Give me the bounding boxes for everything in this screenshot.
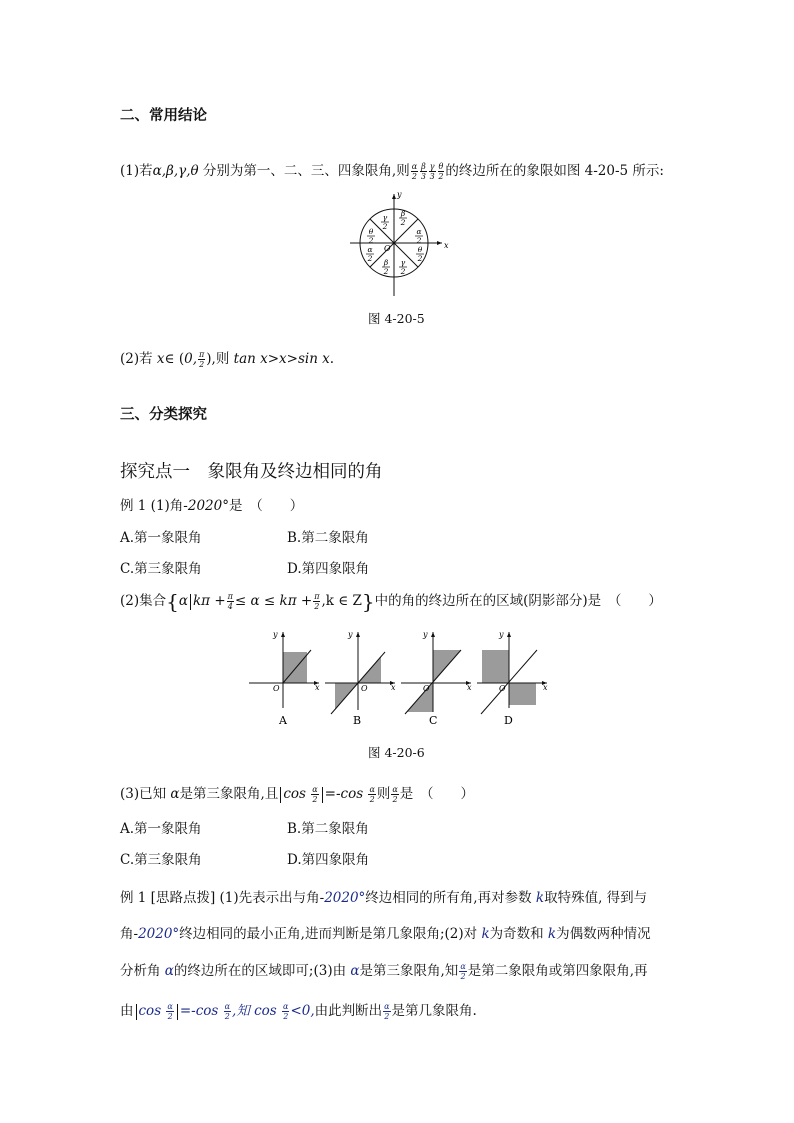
angle: 2020°: [138, 926, 180, 942]
frac-num: α: [167, 1002, 173, 1011]
sector-label: α: [367, 245, 373, 254]
origin-label: O: [384, 244, 391, 253]
var-alpha: α: [164, 963, 174, 979]
frac-den: 3: [429, 172, 435, 181]
sector-label: 2: [417, 254, 423, 263]
set-brace-left: {: [166, 589, 179, 614]
frac-num: θ: [438, 162, 444, 171]
abs-bar-right: [322, 787, 323, 803]
frac-num: α: [411, 162, 418, 171]
option-d-q3[interactable]: D.第四象限角: [287, 852, 370, 868]
explore-point-1-title: 探究点一 象限角及终边相同的角: [120, 462, 383, 482]
panel-label-b: B: [353, 714, 362, 727]
q3-mid: 是第三象限角,且: [179, 786, 279, 802]
text: 由此判断出: [314, 1003, 383, 1019]
text: 分析角: [120, 963, 165, 979]
q1-prefix: 例 1 (1)角-: [120, 498, 188, 514]
x-label: x: [467, 683, 472, 692]
q3-prefix: (3)已知: [120, 786, 171, 802]
frac-num: α: [392, 785, 398, 794]
q1-angle: 2020°: [187, 498, 229, 514]
sector-label: θ: [368, 227, 374, 236]
q3-cos: cos: [283, 786, 306, 802]
frac-alpha-2: [368, 785, 375, 804]
frac-den: 2: [314, 602, 320, 611]
option-a[interactable]: A.第一象限角: [120, 530, 202, 546]
text: 例 1 [思路点拨] (1)先表示出与角-: [120, 890, 325, 906]
frac-alpha-2: [411, 162, 418, 181]
item-1-prefix: (1)若: [120, 163, 153, 179]
frac-pi-4: [227, 592, 234, 611]
frac-num: α: [460, 962, 466, 971]
analysis-line-4: [120, 1002, 477, 1021]
var-k: k: [481, 926, 490, 942]
set-part-d: ,k ∈ Z: [321, 593, 362, 609]
item-2-prefix: (2)若: [120, 351, 157, 367]
q3-eq: =-cos: [324, 786, 364, 802]
item-2-end: .: [329, 351, 335, 367]
text: 为偶数两种情况: [556, 926, 651, 942]
y-label: y: [499, 630, 504, 639]
origin-label: O: [499, 684, 506, 693]
angle: 2020°: [324, 890, 366, 906]
text: 终边相同的最小正角,进而判断是第几象限角;(2)对: [179, 926, 482, 942]
frac-num: α: [312, 785, 318, 794]
frac-alpha-2: [459, 962, 466, 981]
frac-den: 2: [369, 795, 375, 804]
panel-label-a: A: [279, 714, 287, 727]
frac-den: 2: [411, 172, 417, 181]
frac-den: 3: [420, 172, 426, 181]
text: 角-: [120, 926, 139, 942]
section-heading-2: 二、常用结论: [120, 108, 207, 124]
frac-den: 2: [384, 1012, 390, 1021]
q3-then: 则: [376, 786, 391, 802]
frac-num: π: [227, 592, 233, 601]
option-b-q3[interactable]: B.第二象限角: [287, 821, 369, 837]
interval-close: ): [206, 351, 212, 367]
origin-label: O: [273, 684, 280, 693]
frac-den: 2: [283, 1012, 289, 1021]
item-1: [120, 162, 664, 181]
q3-end: 是 （ ）: [399, 786, 475, 802]
y-label: y: [397, 190, 402, 199]
x-label: x: [444, 241, 449, 250]
item-2-rest: ,则: [211, 351, 234, 367]
frac-den: 4: [227, 602, 233, 611]
know-cos: ,知 cos: [232, 1003, 277, 1019]
x-label: x: [543, 683, 548, 692]
text: 是第几象限角.: [391, 1003, 477, 1019]
option-c-q3[interactable]: C.第三象限角: [120, 852, 202, 868]
text: 的终边所在的区域即可;(3)由: [173, 963, 351, 979]
figure-caption-2: 图 4-20-6: [368, 745, 425, 760]
panel-c: [401, 630, 472, 727]
text: 取特殊值, 得到与: [544, 890, 648, 906]
text: 为奇数和: [489, 926, 548, 942]
sector-label: θ: [417, 245, 423, 254]
example-1-q3: [120, 785, 474, 804]
figure-quadrant-circle: [340, 188, 450, 298]
q2-prefix: (2)集合: [120, 593, 167, 609]
panel-d: [477, 630, 548, 727]
sector-label: 2: [367, 254, 373, 263]
y-label: y: [348, 630, 353, 639]
in-symbol: ∈ (: [164, 351, 185, 367]
origin-label: O: [423, 684, 430, 693]
abs-bar-left: [280, 787, 281, 803]
sector-label: β: [400, 209, 406, 218]
option-a-q3[interactable]: A.第一象限角: [120, 821, 202, 837]
item-1-vars: α,β,γ,θ: [152, 163, 199, 179]
sector-label: α: [416, 227, 422, 236]
frac-num: β: [421, 162, 426, 171]
frac-theta-2: [438, 162, 445, 181]
frac-alpha-2: [224, 1002, 231, 1021]
frac-num: π: [199, 350, 205, 359]
sector-label: β: [383, 258, 389, 267]
sector-label: 2: [383, 267, 389, 276]
y-arrow: [392, 194, 396, 199]
panel-b: [325, 630, 396, 727]
frac-num: α: [283, 1002, 289, 1011]
frac-alpha-2: [282, 1002, 289, 1021]
frac-num: α: [369, 785, 375, 794]
text: 由: [120, 1003, 134, 1019]
text: 是第二象限角或第四象限角,再: [467, 963, 648, 979]
y-label: y: [423, 630, 428, 639]
q3-alpha: α: [170, 786, 180, 802]
frac-den: 2: [438, 172, 444, 181]
q1-end: 是 （ ）: [228, 498, 304, 514]
frac-pi-2b: [313, 592, 320, 611]
set-part-c: ≤ α ≤ kπ +: [234, 593, 313, 609]
text: 终边相同的所有角,再对参数: [365, 890, 536, 906]
abs-bar: [136, 1004, 137, 1020]
section-heading-3: 三、分类探究: [120, 407, 207, 423]
origin-label: O: [361, 684, 368, 693]
sector-label: 2: [382, 222, 388, 231]
analysis-line-1: [120, 889, 647, 907]
panel-a: [249, 630, 320, 727]
lt-zero: <0,: [290, 1003, 315, 1019]
interval-start: 0,: [184, 351, 197, 367]
x-label: x: [315, 683, 320, 692]
figure-caption-1: 图 4-20-5: [368, 311, 425, 326]
inequality: tan x>x>sin x: [233, 351, 330, 367]
frac-gamma-3: [429, 162, 436, 181]
neg-cos: =-cos: [179, 1003, 219, 1019]
panel-label-c: C: [429, 714, 438, 727]
option-b[interactable]: B.第二象限角: [287, 530, 369, 546]
frac-den: 2: [460, 972, 466, 981]
frac-alpha-2: [391, 785, 398, 804]
cos: cos: [138, 1003, 162, 1019]
frac-num: α: [384, 1002, 390, 1011]
frac-den: 2: [312, 795, 318, 804]
item-1-suffix: 的终边所在的象限如图 4-20-5 所示:: [445, 163, 664, 179]
panel-label-d: D: [504, 714, 513, 727]
sector-label: γ: [382, 213, 388, 222]
x-label: x: [391, 683, 396, 692]
frac-den: 2: [392, 795, 398, 804]
frac-alpha-2: [383, 1002, 390, 1021]
frac-pi-2: [198, 350, 205, 369]
frac-beta-3: [420, 162, 427, 181]
option-d[interactable]: D.第四象限角: [287, 561, 370, 577]
text: 是第三象限角,知: [359, 963, 459, 979]
y-label: y: [273, 630, 278, 639]
figure-shaded-regions: [245, 628, 555, 728]
frac-alpha-2: [166, 1002, 173, 1021]
sector-label: 2: [416, 236, 422, 245]
set-part-b: kπ +: [192, 593, 226, 609]
item-2: [120, 350, 334, 369]
abs-bar: [177, 1004, 178, 1020]
set-bar: [190, 594, 191, 610]
sector-label: 2: [400, 267, 406, 276]
item-1-mid: 分别为第一、二、三、四象限角,则: [198, 163, 410, 179]
example-1-q2: [120, 589, 662, 614]
frac-den: 2: [167, 1012, 173, 1021]
var-k: k: [535, 890, 545, 906]
var-x: x: [156, 351, 165, 367]
analysis-line-3: [120, 962, 648, 981]
sector-label: 2: [368, 236, 374, 245]
frac-alpha-2: [311, 785, 318, 804]
frac-den: 2: [199, 360, 205, 369]
var-k: k: [547, 926, 557, 942]
q2-end: 中的角的终边所在的区域(阴影部分)是 （ ）: [374, 593, 662, 609]
frac-num: π: [314, 592, 320, 601]
set-brace-right: }: [361, 589, 375, 614]
set-var: α: [178, 593, 188, 609]
shaded-region: [509, 683, 536, 705]
frac-den: 2: [224, 1012, 230, 1021]
sector-label: 2: [400, 218, 406, 227]
x-arrow: [437, 241, 442, 245]
var-alpha: α: [350, 963, 360, 979]
frac-num: γ: [429, 162, 435, 171]
analysis-line-2: [120, 925, 651, 943]
sector-label: γ: [400, 258, 406, 267]
frac-num: α: [224, 1002, 231, 1011]
example-1-q1: [120, 497, 303, 515]
option-c[interactable]: C.第三象限角: [120, 561, 202, 577]
